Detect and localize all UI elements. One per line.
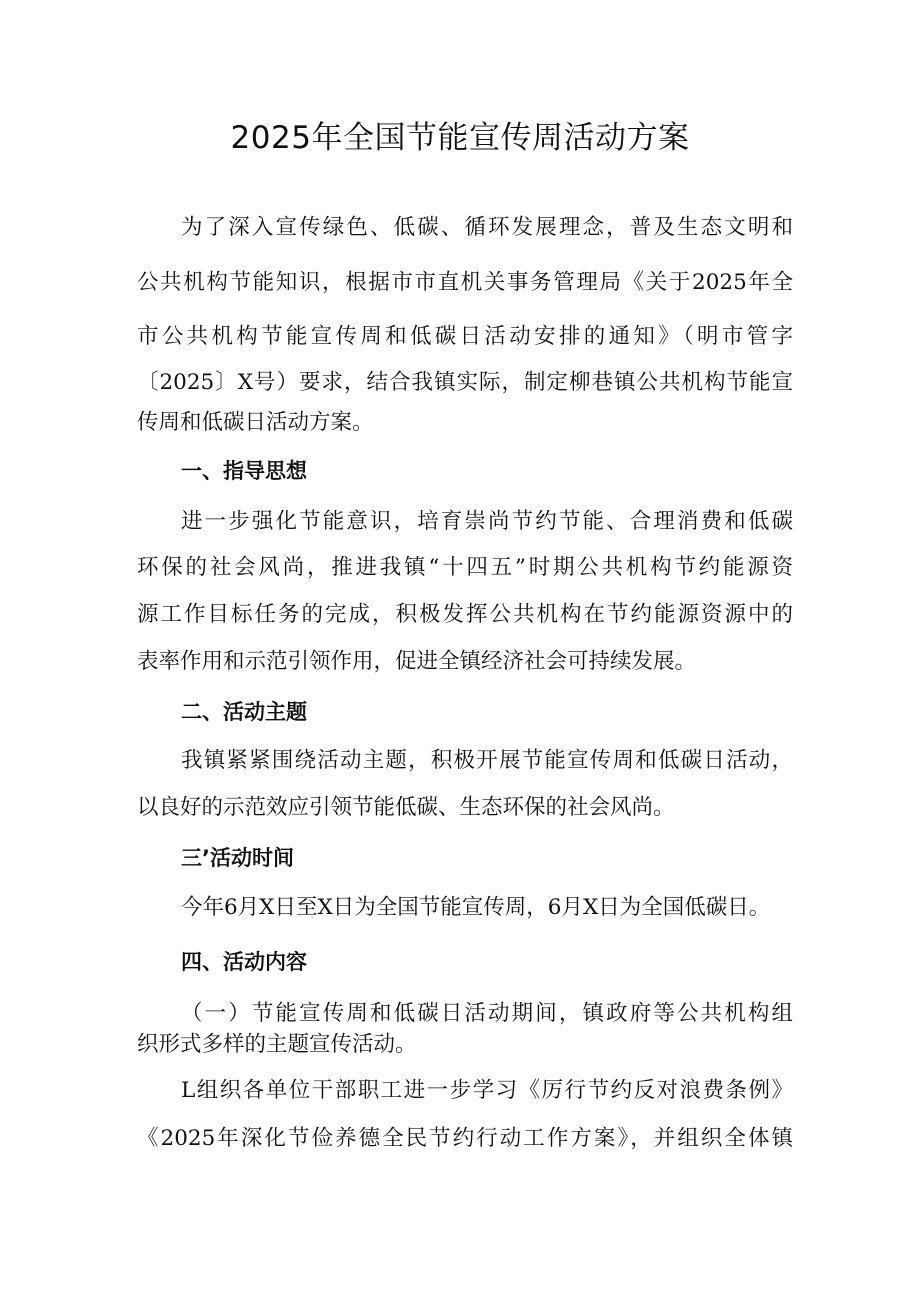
section-heading-activity-time: 三’活动时间	[181, 846, 294, 870]
section4-sub1-line-1: （一）节能宣传周和低碳日活动期间，镇政府等公共机构组	[181, 1001, 793, 1026]
section4-item1-line-1: L组织各单位干部职工进一步学习《厉行节约反对浪费条例》	[181, 1078, 793, 1103]
section1-line-4: 表率作用和示范引领作用，促进全镇经济社会可持续发展。	[137, 649, 697, 674]
intro-line-1: 为了深入宣传绿色、低碳、循环发展理念，普及生态文明和	[181, 215, 793, 240]
section1-line-1: 进一步强化节能意识，培育崇尚节约节能、合理消费和低碳	[181, 509, 793, 534]
section-heading-guiding-ideology: 一、指导思想	[181, 459, 307, 483]
section2-line-2: 以良好的示范效应引领节能低碳、生态环保的社会风尚。	[137, 795, 675, 820]
intro-line-4: 〔2025〕X号）要求，结合我镇实际，制定柳巷镇公共机构节能宣	[137, 370, 793, 395]
section-heading-activity-content: 四、活动内容	[181, 950, 307, 974]
section3-line-1: 今年6月X日至X日为全国节能宣传周，6月X日为全国低碳日。	[181, 895, 771, 920]
intro-line-2: 公共机构节能知识，根据市市直机关事务管理局《关于2025年全	[137, 270, 793, 295]
intro-line-3: 市公共机构节能宣传周和低碳日活动安排的通知》（明市管字	[137, 324, 793, 349]
section4-item1-line-2: 《2025年深化节俭养德全民节约行动工作方案》，并组织全体镇	[137, 1126, 793, 1151]
section4-sub1-line-2: 织形式多样的主题宣传活动。	[137, 1032, 417, 1057]
section-heading-activity-theme: 二、活动主题	[181, 700, 307, 724]
section1-line-3: 源工作目标任务的完成，积极发挥公共机构在节约能源资源中的	[137, 602, 793, 627]
section2-line-1: 我镇紧紧围绕活动主题，积极开展节能宣传周和低碳日活动，	[181, 748, 793, 773]
intro-line-5: 传周和低碳日活动方案。	[137, 410, 374, 435]
document-title: 2025年全国节能宣传周活动方案	[230, 120, 690, 156]
section1-line-2: 环保的社会风尚，推进我镇“十四五”时期公共机构节约能源资	[137, 555, 793, 580]
